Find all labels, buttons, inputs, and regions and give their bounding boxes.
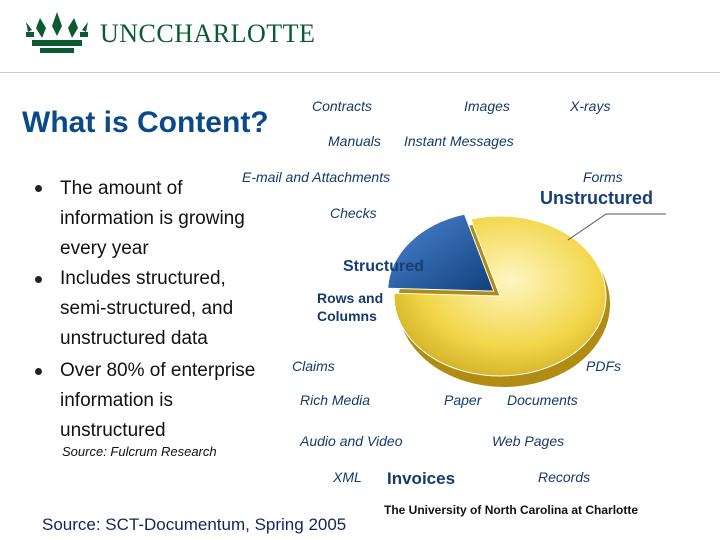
word-xml: XML	[333, 469, 362, 485]
bullet-text-3: Over 80% of enterprise information is unstructured	[60, 360, 256, 441]
slide-title: What is Content?	[22, 106, 269, 139]
word-claims: Claims	[292, 358, 335, 374]
bullet-text-1: The amount of information is growing every year	[60, 178, 245, 259]
slice-label-unstructured: Unstructured	[540, 188, 654, 208]
word-pdfs: PDFs	[586, 358, 621, 374]
word-manuals: Manuals	[328, 133, 381, 149]
word-checks: Checks	[330, 205, 377, 221]
word-documents: Documents	[507, 392, 578, 408]
word-rows-columns: Rows and Columns	[317, 290, 384, 324]
word-email: E-mail and Attachments	[242, 169, 391, 185]
word-images: Images	[464, 98, 510, 114]
university-wordmark: UNCCHARLOTTE	[100, 19, 316, 48]
unstructured-leader-line	[568, 214, 666, 240]
word-invoices: Invoices	[387, 469, 456, 488]
word-records: Records	[538, 469, 591, 485]
word-rich-media: Rich Media	[300, 392, 371, 408]
word-audio-video: Audio and Video	[300, 433, 403, 449]
word-xrays: X-rays	[570, 98, 611, 114]
slice-label-structured: Structured	[343, 258, 424, 275]
bullet-text-2: Includes structured, semi-structured, and unstructured data	[60, 268, 234, 349]
word-instant-messages: Instant Messages	[404, 133, 514, 149]
source-citation: Source: SCT-Documentum, Spring 2005	[42, 515, 347, 534]
footer-university-name: The University of North Carolina at Charlotte	[384, 503, 639, 517]
word-web-pages: Web Pages	[492, 433, 565, 449]
word-paper: Paper	[444, 392, 482, 408]
word-contracts: Contracts	[312, 98, 372, 114]
word-forms: Forms	[583, 169, 623, 185]
source-note-small: Source: Fulcrum Research	[62, 444, 217, 459]
